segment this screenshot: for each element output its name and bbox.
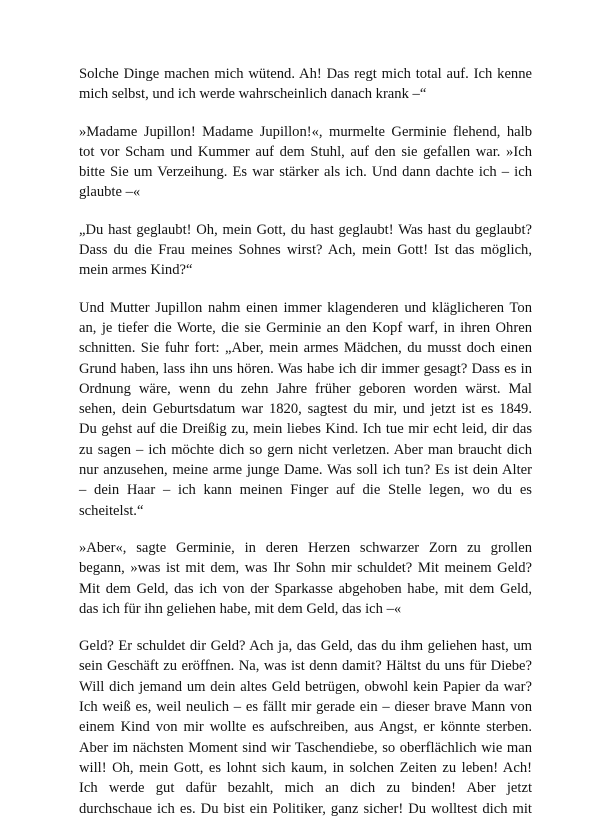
- text-line: Solche Dinge machen mich wütend. Ah! Das regt mich total auf. Ich kenne: [79, 66, 532, 82]
- text-line: schnitten. Sie fuhr fort: „Aber, mein armes Mädchen, du musst doch einen: [79, 340, 532, 357]
- text-line: Ich weiß es, weil neulich – es fällt mir gerade ein – dieser brave Mann von: [79, 699, 532, 716]
- text-line: bitte Sie um Verzeihung. Es war stärker als ich. Und dann dachte ich – ich: [79, 164, 532, 181]
- paragraph-3: [79, 220, 532, 281]
- text-line: Mit dem Geld, das ich von der Sparkasse abgehoben habe, mit dem Geld,: [79, 580, 532, 597]
- text-line: Geld? Er schuldet dir Geld? Ach ja, das Geld, das du ihm geliehen hast, um: [79, 638, 532, 655]
- paragraph-2: [79, 122, 532, 203]
- text-line: – dein Haar – ich kann meinen Finger auf die Stelle legen, wo du es: [79, 482, 532, 499]
- text-line: Du gehst auf die Dreißig zu, mein liebes Kind. Ich tue mir echt leid, dir das: [79, 421, 532, 438]
- paragraph-1: [79, 64, 532, 105]
- text-line: das ich für ihn geliehen habe, mit dem Geld, das ich –«: [79, 600, 402, 617]
- text-line: mein armes Kind?“: [79, 262, 193, 279]
- text-line: »Aber«, sagte Germinie, in deren Herzen schwarzer Zorn zu grollen: [79, 539, 532, 556]
- document-page: [79, 64, 532, 836]
- text-line: „Du hast geglaubt! Oh, mein Gott, du hast geglaubt! Was hast du geglaubt?: [79, 221, 532, 238]
- text-line: Dass du die Frau meines Sohnes wirst? Ach, mein Gott! Ist das möglich,: [79, 242, 532, 259]
- text-line: einem Kind von mir wollte es aufschreiben, aus Angst, er könnte sterben.: [79, 719, 532, 736]
- text-line: Und Mutter Jupillon nahm einen immer klagenderen und kläglicheren Ton: [79, 299, 532, 316]
- text-line: an, je tiefer die Worte, die sie Germinie an den Kopf warf, in ihren Ohren: [79, 319, 532, 336]
- paragraph-5: [79, 538, 532, 619]
- text-line: Ordnung wäre, wenn du zehn Jahre früher geboren worden wärst. Mal: [79, 380, 532, 397]
- text-line: scheitelst.“: [79, 502, 144, 519]
- text-line: Aber im nächsten Moment sind wir Taschendiebe, so oberflächlich wie man: [79, 739, 532, 756]
- text-line: sehen, dein Geburtsdatum war 1820, sagtest du mir, und jetzt ist es 1849.: [79, 401, 532, 418]
- text-line: will! Oh, mein Gott, es lohnt sich kaum, in solchen Zeiten zu leben! Ach!: [79, 759, 532, 776]
- text-line: zu sagen – ich möchte dich so gern nicht verletzen. Aber man braucht dich: [79, 441, 532, 458]
- paragraph-6: [79, 636, 532, 819]
- text-line: begann, »was ist mit dem, was Ihr Sohn mir schuldet? Mit meinem Geld?: [79, 560, 532, 577]
- text-line: glaubte –«: [79, 184, 141, 201]
- text-line: sein Geschäft zu eröffnen. Na, was ist denn damit? Hältst du uns für Diebe?: [79, 658, 532, 675]
- text-line: »Madame Jupillon! Madame Jupillon!«, murmelte Germinie flehend, halb: [79, 123, 532, 140]
- text-line: nur anzusehen, meine arme junge Dame. Was soll ich tun? Es ist dein Alter: [79, 462, 532, 479]
- text-line: Ich werde gut dafür bezahlt, mich an dich zu binden! Aber jetzt: [79, 780, 532, 797]
- paragraph-4: [79, 298, 532, 521]
- text-line: Grund haben, lass ihn uns hören. Was habe ich dir immer gesagt? Dass es in: [79, 360, 532, 377]
- text-line: durchschaue ich es. Du bist ein Politiker, ganz sicher! Du wolltest dich mit: [79, 800, 532, 817]
- text-line: mich selbst, und ich werde wahrscheinlich danach krank –“: [79, 86, 427, 103]
- text-line: tot vor Scham und Kummer auf dem Stuhl, auf den sie gefallen war. »Ich: [79, 143, 532, 160]
- text-line: Will dich jemand um dein altes Geld betrügen, obwohl kein Papier da war?: [79, 678, 532, 695]
